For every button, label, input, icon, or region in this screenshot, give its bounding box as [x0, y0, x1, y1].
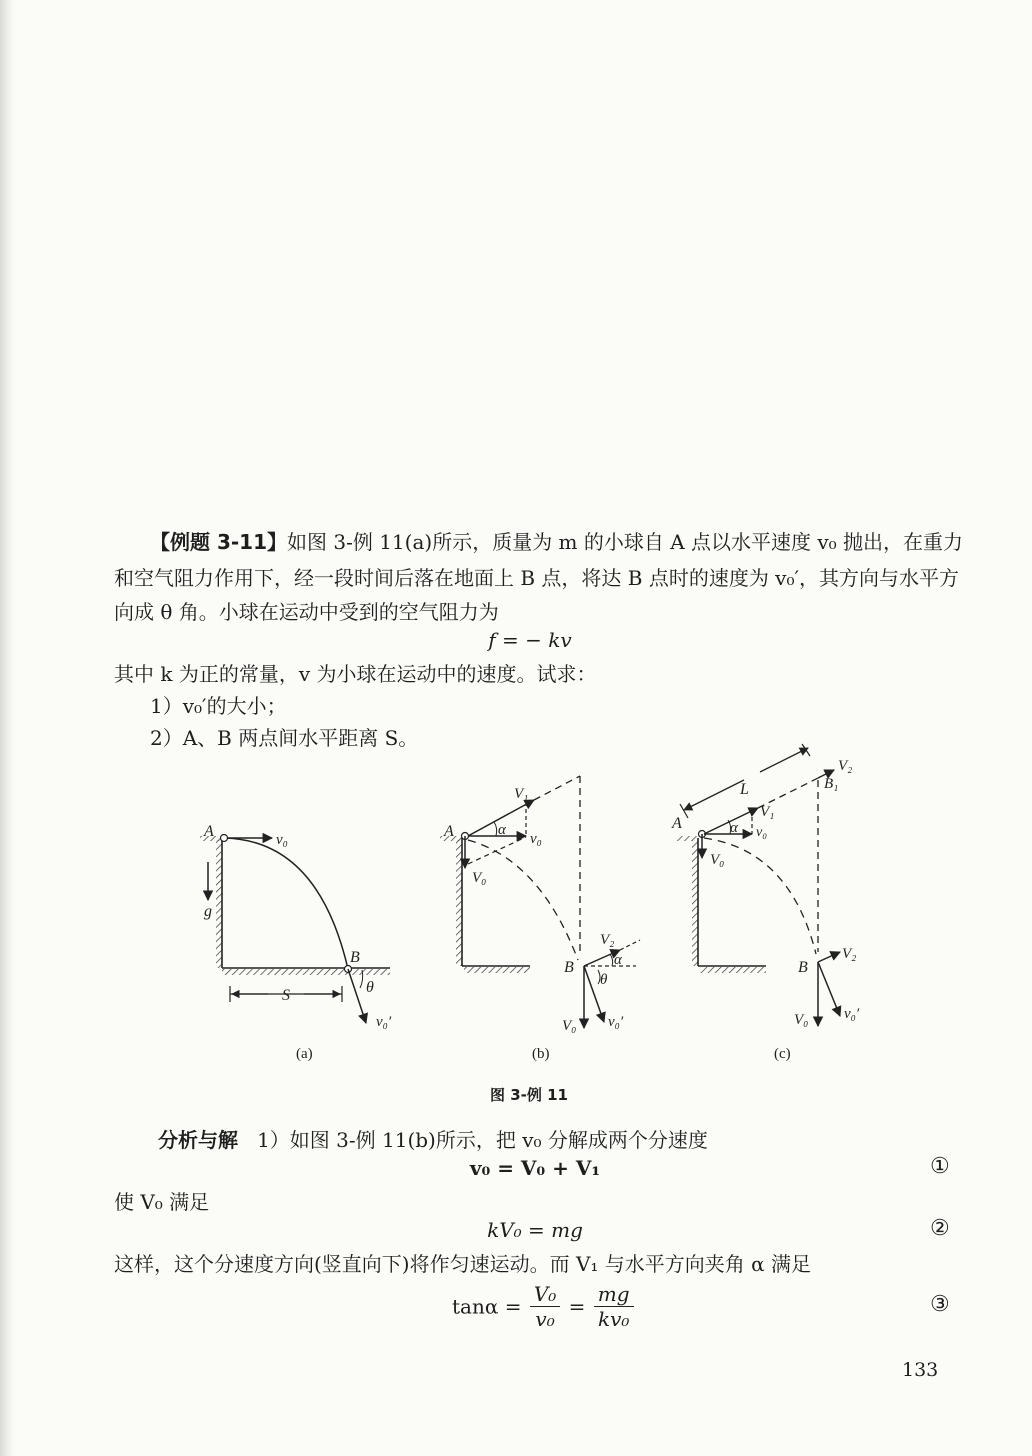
figure-title: 图 3-例 11 [490, 1086, 568, 1104]
label-c-A: A [672, 815, 682, 832]
diagram-b [440, 776, 640, 1034]
label-b-V1: V₁ [514, 786, 529, 802]
analysis-heading: 分析与解 [158, 1128, 238, 1152]
eq3-equals: = [568, 1294, 586, 1319]
problem-line-2: 和空气阻力作用下，经一段时间后落在地面上 B 点，将达 B 点时的速度为 v₀′，其方向与水平方 [114, 566, 960, 590]
label-c-v0: v₀ [756, 825, 768, 840]
eq3-f1-den: v₀ [535, 1307, 555, 1331]
analysis-line-3: 这样，这个分速度方向(竖直向下)将作匀速运动。而 V₁ 与水平方向夹角 α 满足 [114, 1252, 812, 1276]
analysis-text-1: 1）如图 3-例 11(b)所示，把 v₀ 分解成两个分速度 [257, 1128, 708, 1152]
eq3-f2-num: mg [594, 1282, 634, 1307]
equation-2-number: ② [930, 1216, 950, 1241]
analysis-line-1 [158, 1126, 708, 1154]
equation-1-number: ① [930, 1154, 950, 1179]
caption-b: (b) [532, 1046, 550, 1062]
label-c-alpha: α [730, 820, 738, 836]
label-c-V2: V₂ [842, 946, 857, 962]
diagram-c [671, 744, 860, 1028]
label-b-V0-bottom: V₀ [562, 1018, 577, 1034]
eq3-f1-num: V₀ [530, 1282, 560, 1307]
problem-tag: 【例题 3-11】 [150, 530, 288, 554]
label-c-B: B [798, 959, 808, 976]
label-a-g: g [204, 903, 212, 920]
label-a-v0p: v₀′ [376, 1014, 392, 1030]
label-a-A: A [204, 823, 214, 840]
equation-3-number: ③ [930, 1292, 950, 1317]
problem-line-4: 其中 k 为正的常量，v 为小球在运动中的速度。试求： [114, 662, 597, 686]
label-b-B: B [564, 959, 574, 976]
scan-edge-shadow [0, 0, 14, 1456]
label-b-V2: V₂ [600, 932, 615, 948]
figure-3-ex11 [0, 740, 1032, 1100]
formula-drag: f = − kv [488, 628, 572, 652]
label-c-B1: B₁ [824, 776, 839, 792]
label-c-L: L [740, 781, 749, 798]
problem-line-3: 向成 θ 角。小球在运动中受到的空气阻力为 [114, 600, 499, 624]
problem-line-1 [150, 528, 963, 556]
label-b-v0: v₀ [530, 831, 542, 847]
question-1: 1）v₀′的大小； [150, 694, 287, 718]
equation-2: kV₀ = mg [487, 1218, 583, 1242]
label-b-alpha2: α [614, 952, 622, 968]
label-c-V1: V₁ [760, 804, 775, 820]
label-a-v0: v₀ [276, 832, 288, 848]
problem-text-1: 如图 3-例 11(a)所示，质量为 m 的小球自 A 点以水平速度 v₀ 抛出，在重力 [287, 530, 964, 554]
caption-a: (a) [296, 1046, 313, 1062]
question-2: 2）A、B 两点间水平距离 S。 [150, 726, 419, 750]
label-c-V0-bottom: V₀ [794, 1012, 809, 1028]
label-c-V0: V₀ [710, 852, 725, 868]
label-c-V2-top: V₂ [838, 758, 853, 774]
label-b-theta: θ [600, 972, 608, 988]
diagram-a [200, 823, 392, 1030]
label-a-S: S [282, 987, 290, 1004]
eq3-fraction-2 [594, 1282, 634, 1331]
label-c-v0p: v₀′ [844, 1006, 860, 1022]
label-b-alpha: α [498, 822, 506, 838]
page-number: 133 [902, 1359, 939, 1381]
eq3-fraction-1 [530, 1282, 560, 1331]
caption-c: (c) [774, 1046, 791, 1062]
eq3-lhs: tanα = [452, 1294, 522, 1319]
analysis-line-2: 使 V₀ 满足 [114, 1190, 210, 1214]
eq3-f2-den: kv₀ [597, 1307, 630, 1331]
label-b-v0p: v₀′ [608, 1014, 624, 1030]
equation-1: v₀ = V₀ + V₁ [469, 1156, 601, 1180]
label-a-B: B [350, 949, 360, 966]
label-b-A: A [444, 823, 454, 840]
equation-3 [452, 1282, 636, 1331]
label-a-theta: θ [366, 979, 374, 996]
label-b-V0: V₀ [472, 870, 487, 886]
